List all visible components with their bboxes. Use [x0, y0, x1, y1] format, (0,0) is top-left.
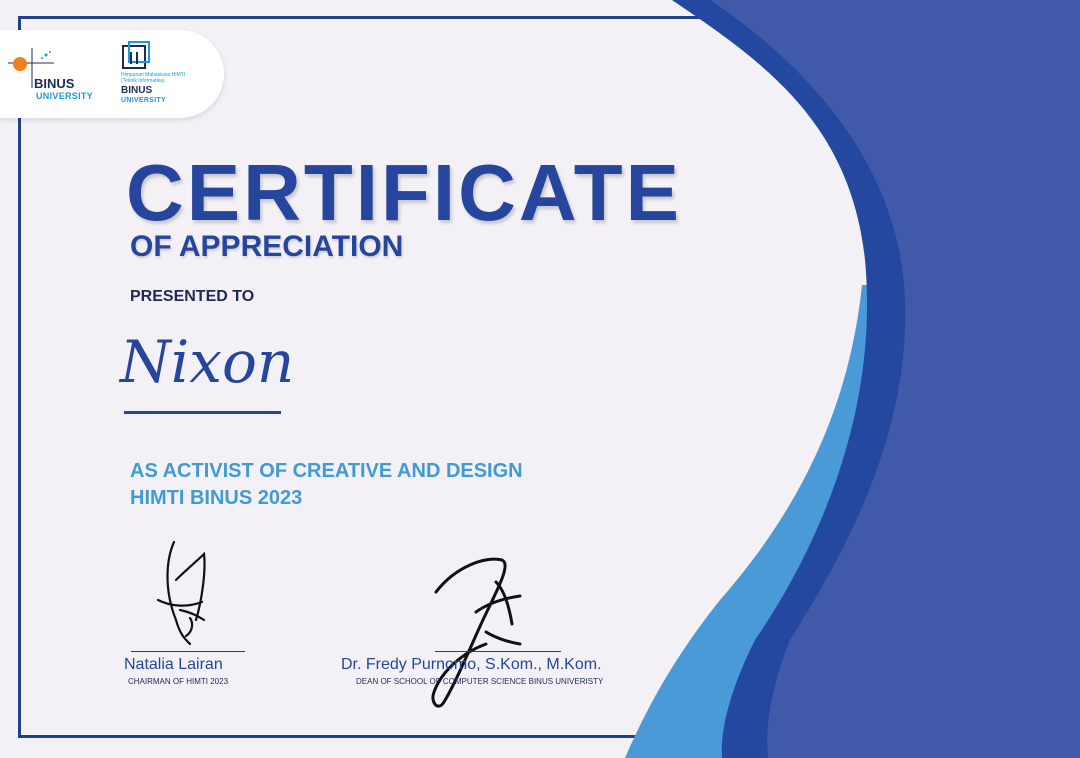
himti-logo-caption: Himpunan Mahasiswa HIMTI (Teknik Informatika): [121, 72, 186, 84]
presented-to-label: PRESENTED TO: [130, 288, 255, 305]
role-line-2: HIMTI BINUS 2023: [130, 487, 303, 509]
signatory-1-name: Natalia Lairan: [124, 656, 223, 673]
recipient-underline: [124, 411, 281, 414]
binus-logo-subtext: UNIVERSITY: [36, 91, 94, 101]
certificate-subtitle: OF APPRECIATION: [130, 230, 404, 263]
role-line-1: AS ACTIVIST OF CREATIVE AND DESIGN: [130, 460, 523, 482]
himti-logo-icon: [121, 40, 151, 70]
signature-1-image: [146, 540, 222, 652]
himti-logo-binus-text: BINUS: [121, 85, 153, 96]
signatory-2-name: Dr. Fredy Purnomo, S.Kom., M.Kom.: [341, 656, 602, 673]
himti-logo-subtext: UNIVERSITY: [121, 97, 167, 104]
binus-logo-text: BINUS: [34, 76, 75, 91]
signature-line-2: [435, 651, 561, 652]
signature-line-1: [131, 651, 245, 652]
recipient-role: [130, 458, 523, 512]
signatory-1-title: CHAIRMAN OF HIMTI 2023: [128, 677, 229, 686]
signatory-2-title: DEAN OF SCHOOL OF COMPUTER SCIENCE BINUS UNIVERISTY: [356, 677, 604, 686]
certificate-title: CERTIFICATE: [126, 148, 682, 237]
recipient-name: Nixon: [120, 328, 295, 396]
signature-2-image: [416, 552, 528, 712]
